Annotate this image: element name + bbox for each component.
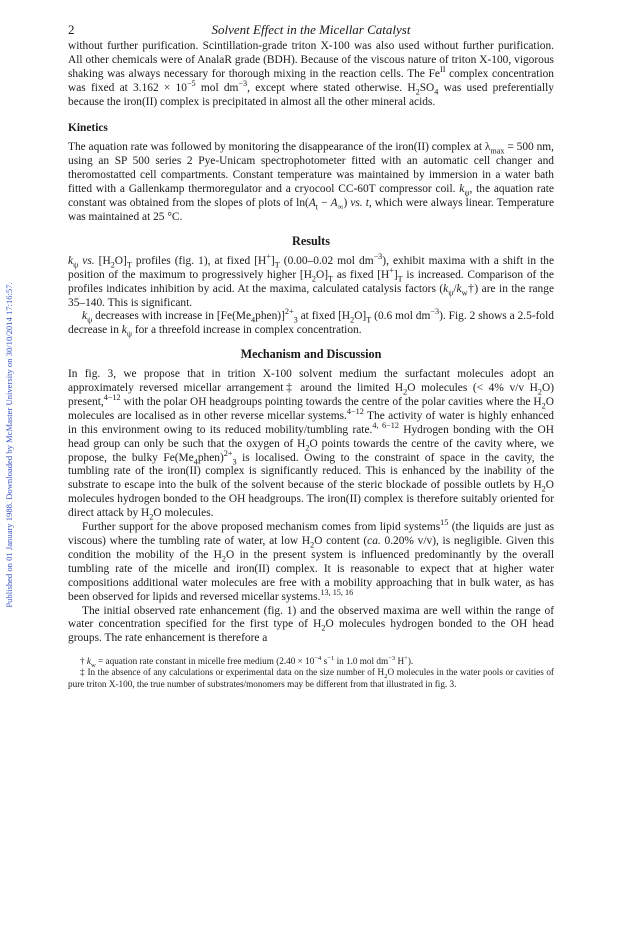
footnotes (68, 656, 554, 690)
results-heading: Results (292, 233, 330, 248)
download-watermark (2, 150, 16, 740)
mechanism-heading: Mechanism and Discussion (240, 347, 382, 362)
results-paragraph-2: $k_\psi$ decreases with increase in $[Fe(Me_4phen)]^{2+}_3$ at fixed $[H_2O]_T$ (0.6 mol $dm^{-3}$). Fig. 2 shows a 2.5-fold decrease in $k_\psi$ for a threefold increase in complex concentration. (68, 307, 554, 339)
download-watermark-text: Published on 01 January 1988. Downloaded by McMaster University on 30/10/2014 17:16:57. (4, 282, 14, 608)
article-body (68, 40, 554, 690)
running-title: Solvent Effect in the Micellar Catalyst (211, 22, 411, 37)
kinetics-heading: Kinetics (68, 121, 108, 134)
mechanism-paragraph-2: Further support for the above proposed mechanism comes from lipid systems$^{15}$ (the liquids are just as viscous) where the tumbling rate of water, at low $H_2O$ content (ca. 0.20% v/v), is negligible. Given this condition the mobility of the $H_2O$ in the present system is influenced predominantly by the overall tumbling rate of the micelle and iron(II) complex. It is reasonable to expect that at higher water compositions additional water molecules are free with a mobility approaching that in bulk water, as has been observed for lipids and reversed micellar systems.$^{13, 15, 16}$ (68, 518, 555, 603)
page-header (68, 22, 554, 38)
mechanism-paragraph-1: In fig. 3, we propose that in trition X-100 solvent medium the surfactant molecules adopt an approximately reversed micellar arrangement‡ around the limited $H_2O$ molecules (< 4% v/v $H_2O$) present,$^{4-12}$ with the polar OH headgroups pointing towards the centre of the polar cavities where the $H_2O$ molecules are localised as in other reverse micellar systems.$^{4-12}$ The activity of water is highly enhanced in this environment owing to its reduced mobility/tumbling rate.$^{4, 6-12}$ Hydrogen bonding with the OH head group can only be such that the oxygen of $H_2O$ points towards the centre of the cavity where, we propose, the bulky $Fe(Me_4phen)^{2+}_3$ is localised. Owing to the constraint of space in the cavity, the tumbling rate of the iron(II) complex is significantly reduced. This is enhanced by the inability of the substrate to escape into the bulk of the solvent because of the steric blockade of possible outlets by $H_2O$ molecules hydrogen bonded to the OH headgroups. The iron(II) complex is therefore suitably oriented for direct attack by $H_2O$ molecules. (68, 368, 554, 522)
intro-paragraph: without further purification. Scintillation-grade triton X-100 was also used without further purification. All other chemicals were of AnalaR grade (BDH). Because of the viscous nature of triton X-100, vigorous shaking was always necessary for thorough mixing in the reaction cells. The $Fe^{II}$ complex concentration was fixed at $3.162 \times 10^{-5}$ mol $dm^{-3}$, except where stated otherwise. $H_2SO_4$ was used preferentially because the iron(II) complex is precipitated in almost all the other mineral acids. (68, 40, 555, 108)
footnote-double-dagger: ‡ In the absence of any calculations or experimental data on the size number of $H_2O$ molecules in the water pools or cavities of pure triton X-100, the true number of substrates/monomers may be different from that illustrated in fig. 3. (68, 667, 554, 689)
page-number: 2 (68, 22, 75, 37)
footnote-dagger: † $k_w$ = aquation rate constant in micelle free medium ($2.40 \times 10^{-4}$ $s^{-1}$ in 1.0 mol $dm^{-3}$ H+). (80, 655, 414, 670)
results-paragraph-1: $k_\psi$ vs. $[H_2O]_T$ profiles (fig. 1), at fixed $[H^+]_T$ (0.00–0.02 mol $dm^{-3}$), exhibit maxima with a shift in the position of the maximum to progressively higher $[H_2O]_T$ as fixed $[H^+]_T$ is increased. Comparison of the profiles indicates inhibition by acid. At the maxima, calculated catalysis factors $(k_\psi/k_w\dagger)$ are in the range 35–140. This is significant. (68, 251, 555, 309)
mechanism-paragraph-3: The initial observed rate enhancement (fig. 1) and the observed maxima are well within the range of water concentration specified for the first type of $H_2O$ molecules hydrogen bonded to the OH head groups. The rate enhancement is therefore a (68, 604, 554, 645)
kinetics-paragraph: The aquation rate was followed by monitoring the disappearance of the iron(II) complex at $\lambda_{max} = 500$ nm, using an SP 500 series 2 Pye-Unicam spectrophotometer fitted with an automatic cell changer and theromostatted cell compartments. Constant temperature was maintained by immersion in a water bath fitted with a Gallenkamp thermoregulator and a cryocool CC-60T compressor coil. $k_\psi$, the aquation rate constant was obtained from the slopes of plots of $\ln(A_t - A_\infty)$ vs. t, which were always linear. Temperature was maintained at 25 °C. (68, 141, 554, 223)
